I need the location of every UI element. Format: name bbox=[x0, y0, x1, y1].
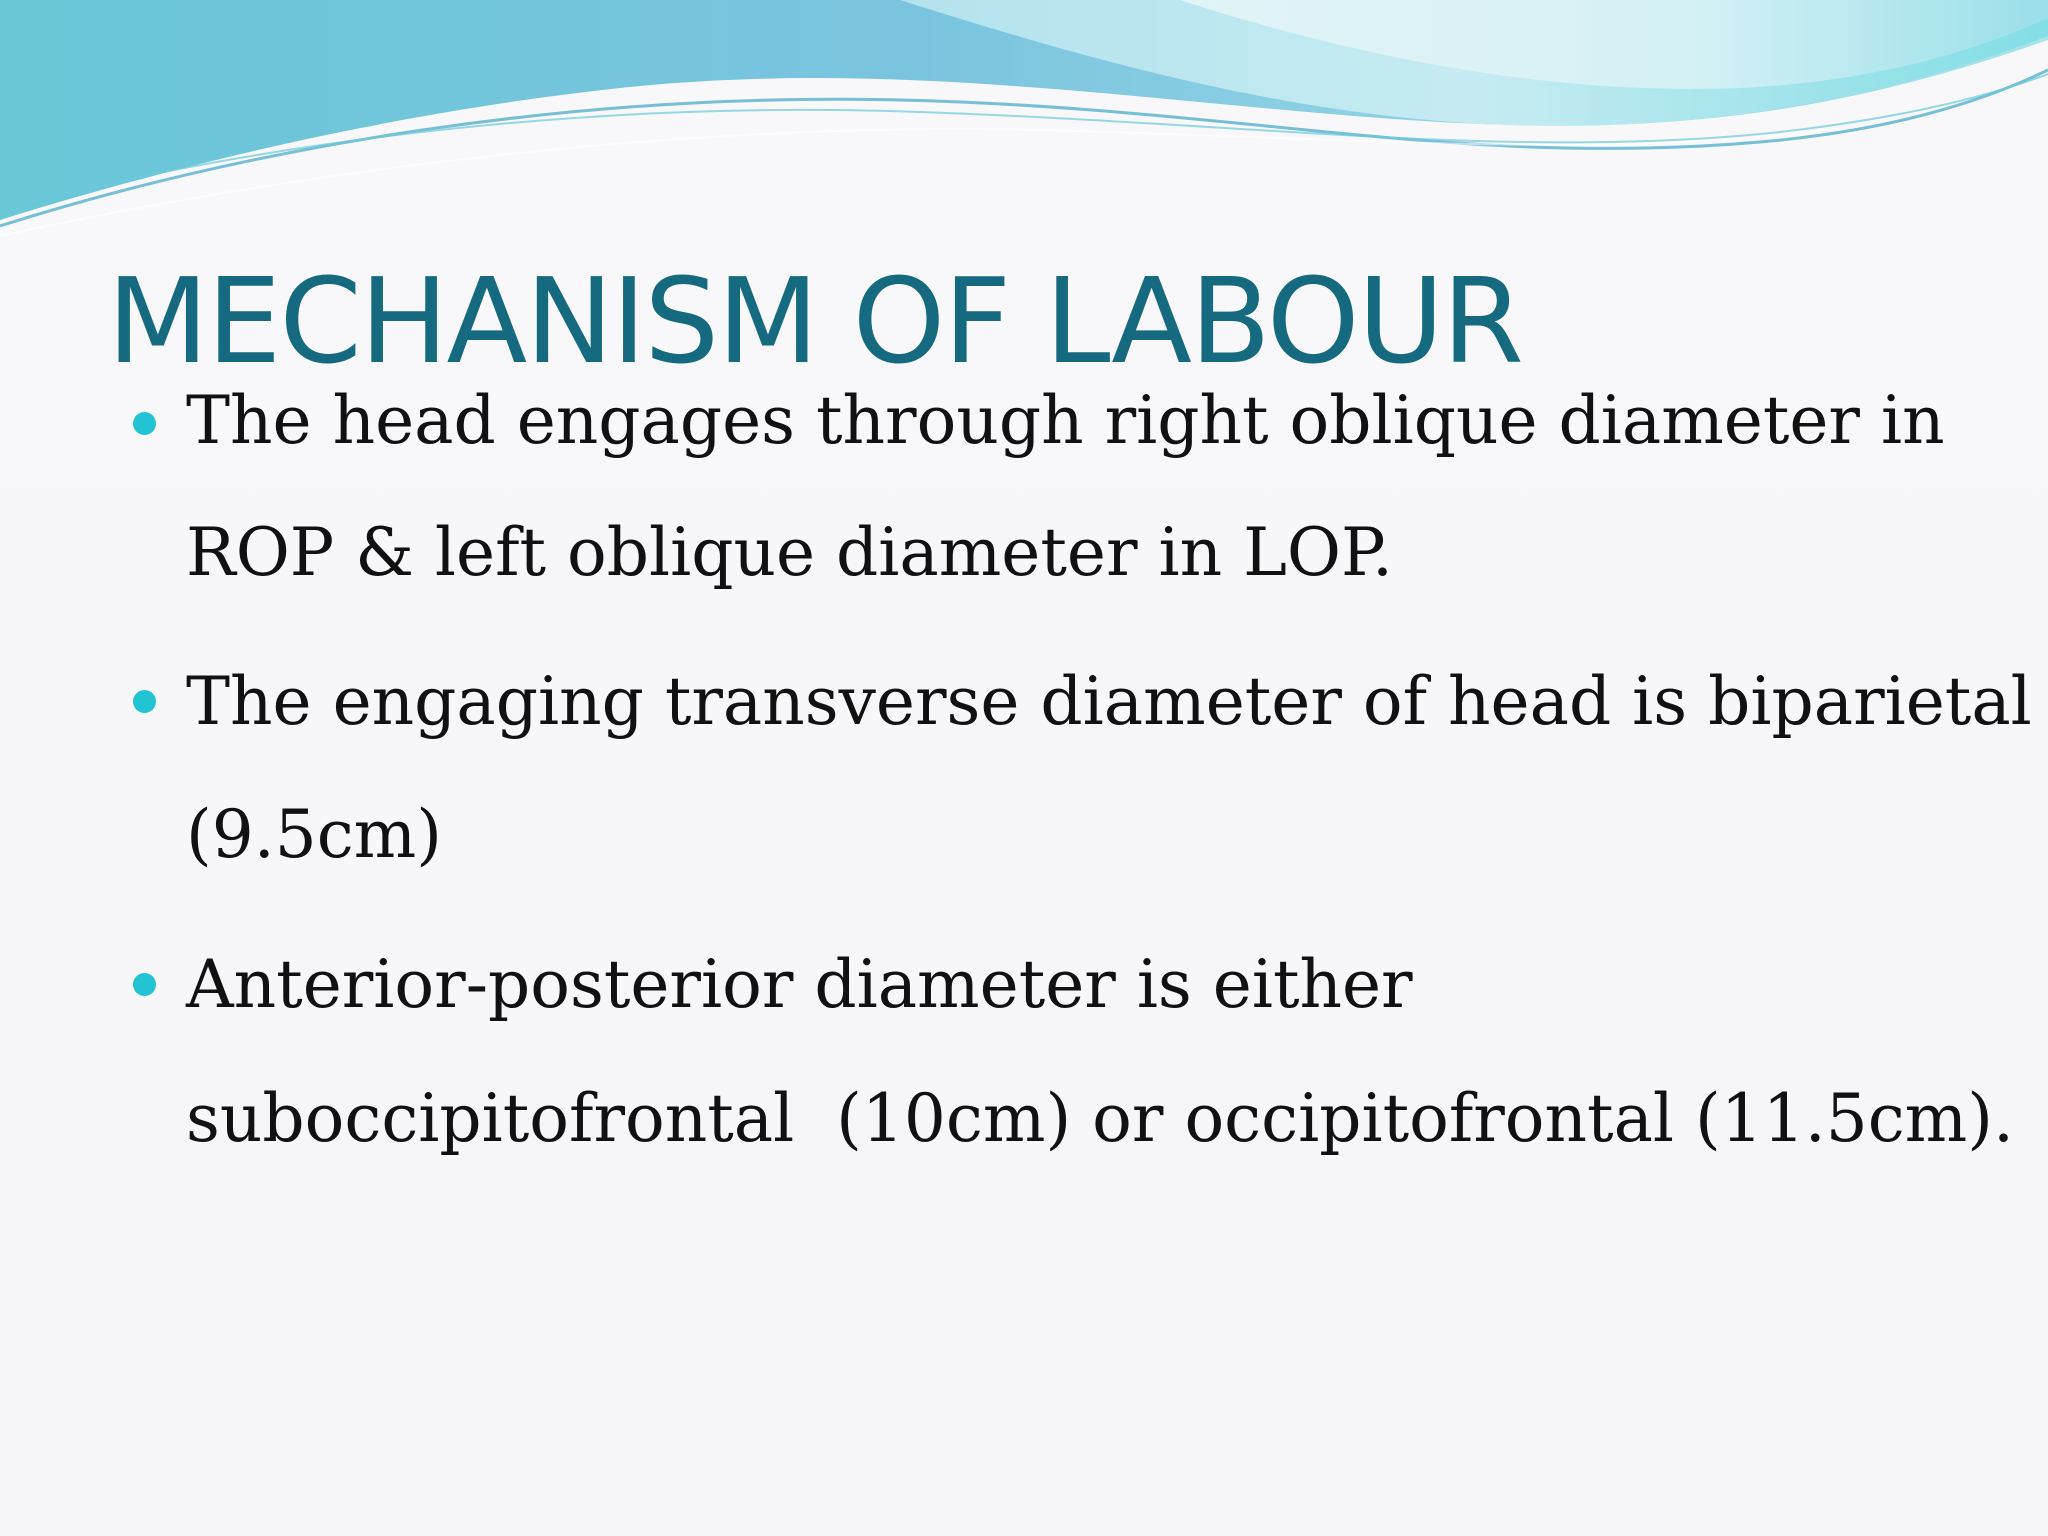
bullet-icon bbox=[133, 412, 156, 435]
bullet-text-line: The head engages through right oblique diameter in bbox=[186, 382, 1945, 459]
bullet-text-line: suboccipitofrontal (10cm) or occipitofrontal (11.5cm). bbox=[186, 1080, 2014, 1157]
bullet-text-line: The engaging transverse diameter of head is biparietal bbox=[186, 663, 2032, 740]
bullet-text-line: Anterior-posterior diameter is either bbox=[186, 946, 1413, 1023]
bullet-text-line: ROP & left oblique diameter in LOP. bbox=[186, 514, 1394, 591]
bullet-icon bbox=[133, 973, 156, 996]
slide-title: MECHANISM OF LABOUR bbox=[107, 252, 1523, 390]
bullet-text-line: (9.5cm) bbox=[186, 796, 443, 873]
bullet-icon bbox=[133, 690, 156, 713]
